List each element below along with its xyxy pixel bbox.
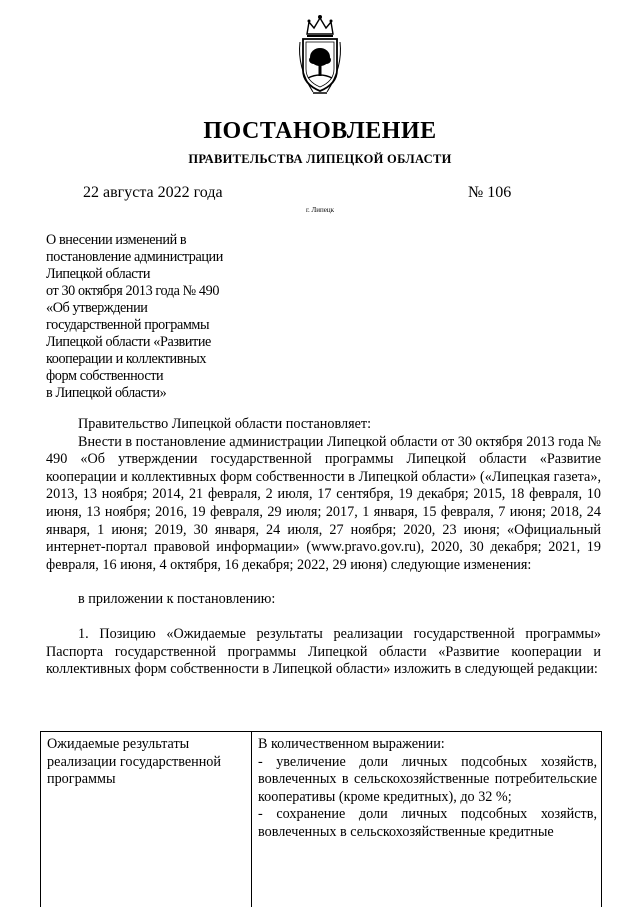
document-body: [46, 416, 601, 679]
heading-line: О внесении изменений в: [46, 232, 187, 248]
results-table: [40, 731, 602, 907]
heading-line: Липецкой области «Развитие: [46, 334, 211, 350]
table-cell-item: - увеличение доли личных подсобных хозяйств, вовлеченных в сельскохозяйственные потребительские кооперативы (кроме кредитных), до 32 %;: [258, 753, 597, 805]
document-subtitle: ПРАВИТЕЛЬСТВА ЛИПЕЦКОЙ ОБЛАСТИ: [188, 152, 452, 166]
document-city: г. Липецк: [305, 206, 335, 214]
document-title: ПОСТАНОВЛЕНИЕ: [203, 118, 437, 144]
body-paragraph-appendix: в приложении к постановлению:: [78, 591, 276, 608]
document-date: 22 августа 2022 года: [83, 184, 223, 201]
heading-line: от 30 октября 2013 года № 490: [46, 283, 220, 299]
table-cell-item: - сохранение доли личных подсобных хозяйств, вовлеченных в сельскохозяйственные кредитные: [258, 806, 597, 840]
table-cell-label: Ожидаемые результаты реализации государственной программы: [41, 732, 252, 907]
body-paragraph-resolves: Правительство Липецкой области постановляет:: [78, 416, 372, 432]
heading-line: «Об утверждении: [46, 300, 148, 316]
coat-of-arms-emblem: [295, 12, 345, 96]
table-cell-intro: В количественном выражении:: [258, 736, 445, 752]
heading-line: Липецкой области: [46, 266, 151, 282]
document-heading: [46, 232, 266, 402]
heading-line: государственной программы: [46, 317, 210, 333]
heading-line: в Липецкой области»: [46, 385, 167, 401]
heading-line: постановление администрации: [46, 249, 223, 265]
document-number: № 106: [468, 184, 512, 201]
body-paragraph-item-1: 1. Позицию «Ожидаемые результаты реализации государственной программы» Паспорта государственной программы Липецкой области «Развитие кооперации и коллективных форм собственности в Липецкой области» изложить в следующей редакции:: [46, 625, 601, 678]
heading-line: кооперации и коллективных: [46, 351, 207, 367]
table-cell-content: [252, 732, 603, 907]
body-paragraph-amendments: Внести в постановление администрации Липецкой области от 30 октября 2013 года № 490 «Об утверждении государственной программы Липецкой области «Развитие кооперации и коллективных форм собственности в Липецкой области» («Липецкая газета», 2013, 13 ноября; 2014, 21 февраля, 2 июля, 17 сентября, 19 декабря; 2015, 18 февраля, 10 июня, 13 ноября; 2016, 19 февраля, 29 июля; 2017, 1 января, 15 февраля, 7 июня; 2018, 24 января, 1 июня; 2019, 30 января, 24 июля, 27 ноября; 2020, 23 июня; «Официальный интернет-портал правовой информации» (www.pravo.gov.ru), 2020, 30 декабря; 2021, 19 февраля, 16 июня, 4 октября, 16 декабря; 2022, 29 июня) следующие изменения:: [46, 433, 601, 573]
heading-line: форм собственности: [46, 368, 164, 384]
